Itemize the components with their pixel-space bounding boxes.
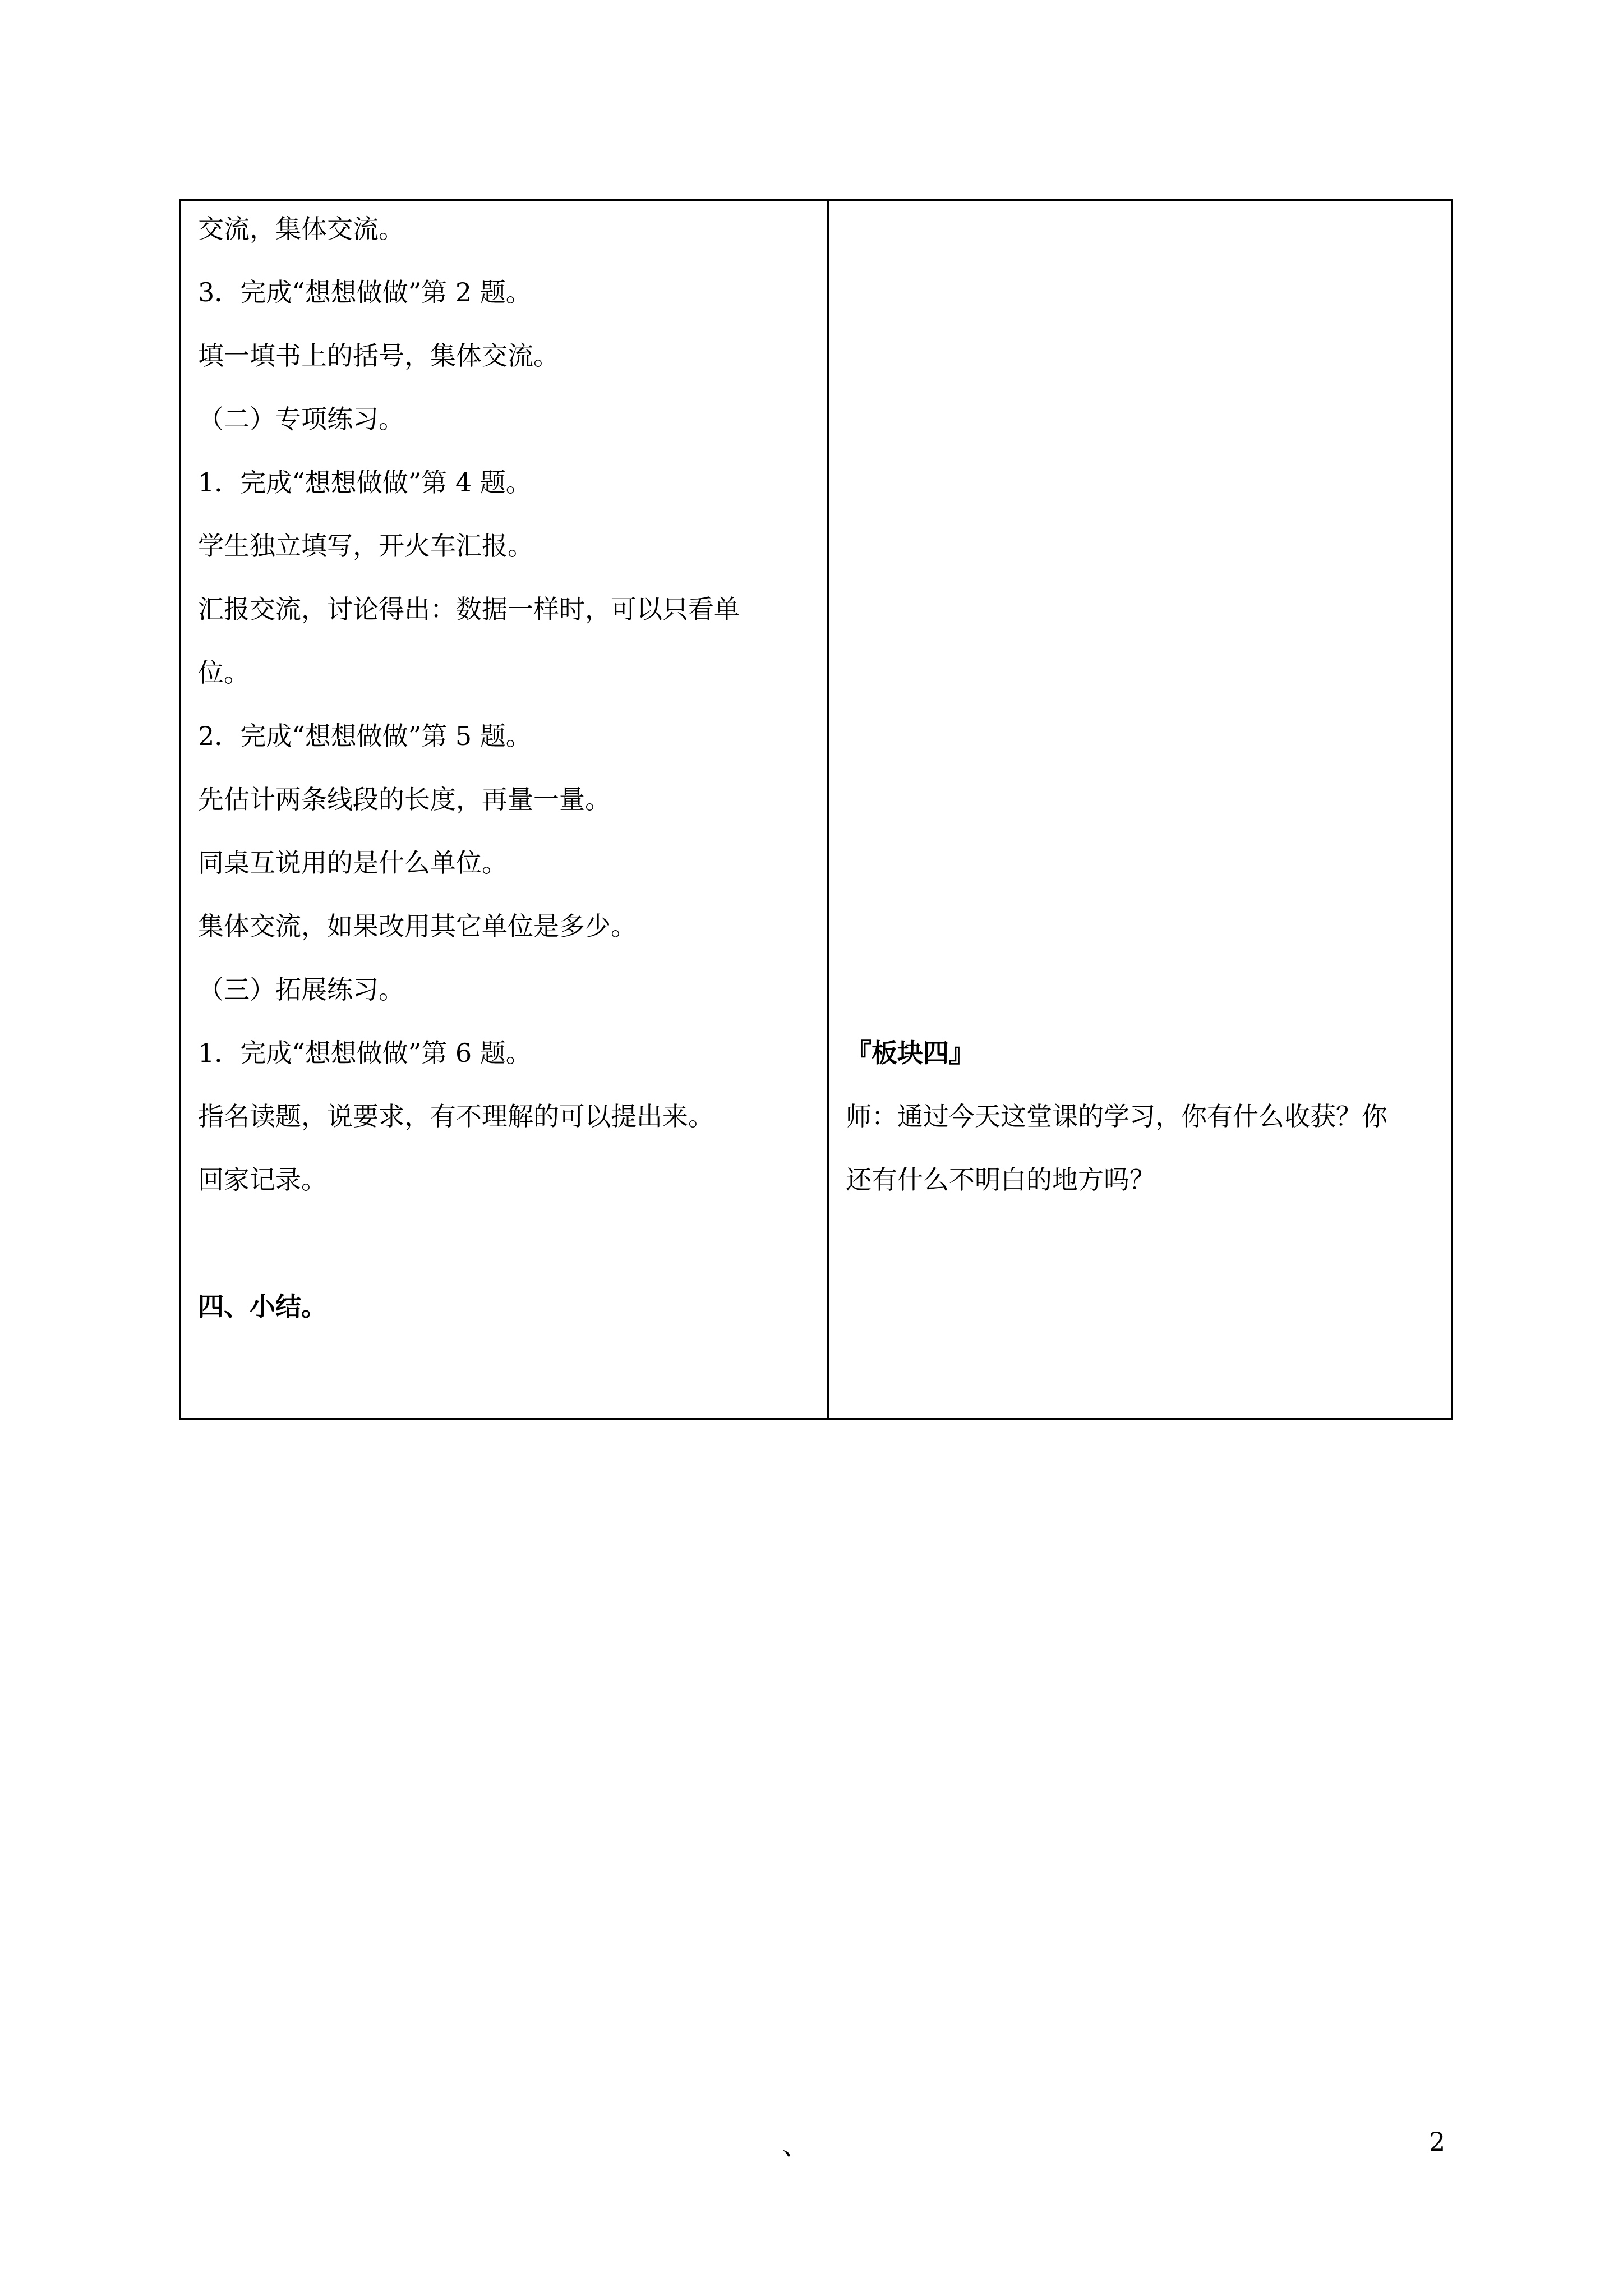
text-line: 指名读题，说要求，有不理解的可以提出来。 [198, 1101, 714, 1131]
lesson-table [179, 199, 1453, 1420]
text-line: 同桌互说用的是什么单位。 [198, 848, 508, 878]
procedure-column [181, 201, 829, 1418]
summary-heading: 四、小结。 [198, 1291, 327, 1322]
text-line: 1．完成“想想做做”第 4 题。 [198, 467, 532, 498]
section-heading: 『板块四』 [846, 1038, 975, 1068]
text-line: 1．完成“想想做做”第 6 题。 [198, 1038, 532, 1068]
footer-mark: 、 [782, 2131, 808, 2161]
text-line: 位。 [198, 657, 250, 688]
text-line: 先估计两条线段的长度，再量一量。 [198, 784, 611, 815]
text-line: 还有什么不明白的地方吗？ [846, 1165, 1155, 1195]
text-line: 3．完成“想想做做”第 2 题。 [198, 277, 532, 307]
text-line: 回家记录。 [198, 1165, 327, 1195]
text-line: 集体交流，如果改用其它单位是多少。 [198, 911, 637, 941]
text-line: 2．完成“想想做做”第 5 题。 [198, 721, 532, 751]
text-line: 填一填书上的括号，集体交流。 [198, 341, 559, 371]
text-line: 交流，集体交流。 [198, 214, 404, 244]
page-number: 2 [1429, 2127, 1446, 2157]
design-notes-column [829, 201, 1451, 1418]
text-line: 师：通过今天这堂课的学习，你有什么收获？你 [846, 1101, 1387, 1131]
text-line: 汇报交流，讨论得出：数据一样时，可以只看单 [198, 594, 740, 624]
text-line: （三）拓展练习。 [198, 974, 404, 1005]
text-line: 学生独立填写，开火车汇报。 [198, 531, 533, 561]
text-line: （二）专项练习。 [198, 404, 404, 434]
